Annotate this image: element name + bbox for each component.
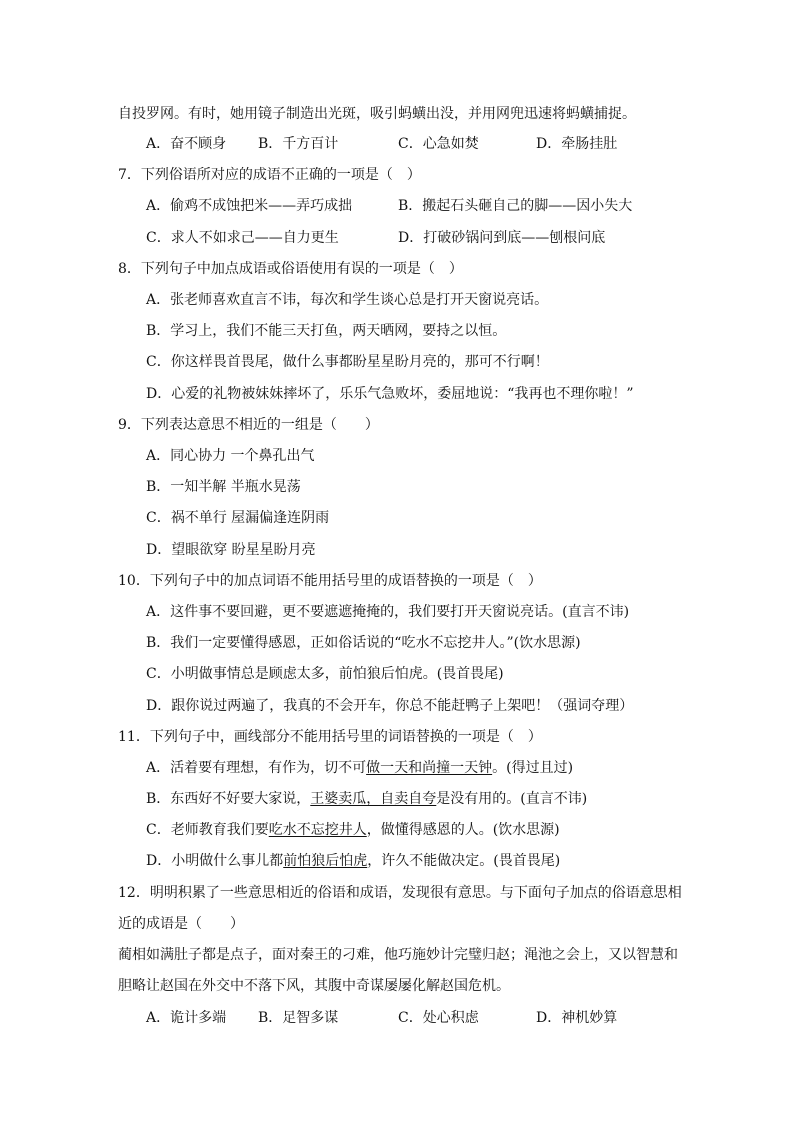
passage-tail: 自投罗网。有时，她用镜子制造出光斑，吸引蚂蟥出没，并用网兜迅速将蚂蟥捕捉。: [118, 106, 636, 122]
q10-option-c: C．小明做事情总是顾虑太多，前怕狼后怕虎。(畏首畏尾): [146, 666, 504, 682]
q10-option-d: D．跟你说过两遍了，我真的不会开车，你总不能赶鸭子上架吧！（强词夺理）: [146, 698, 634, 714]
q6-option-a: A．奋不顾身: [146, 136, 227, 152]
q11-option-a-underlined: 做一天和尚撞一天钟: [366, 760, 493, 776]
q12-option-a: A．诡计多端: [146, 1010, 227, 1026]
q9-stem: 9．下列表达意思不相近的一组是（ ）: [118, 417, 379, 433]
q8-option-a: A．张老师喜欢直言不讳，每次和学生谈心总是打开天窗说亮话。: [146, 292, 549, 308]
q12-passage-line2: 胆略让赵国在外交中不落下风，其腹中奇谋屡屡化解赵国危机。: [118, 978, 510, 994]
q11-option-d-post: ，许久不能做决定。(畏首畏尾): [367, 853, 561, 869]
q11-stem: 11．下列句子中，画线部分不能用括号里的词语替换的一项是（ ）: [118, 729, 542, 745]
q9-option-c: C．祸不单行 屋漏偏逢连阴雨: [146, 510, 330, 526]
q11-option-b: [146, 789, 587, 809]
q7-option-c: C．求人不如求己——自力更生: [146, 230, 339, 246]
q8-option-d: D．心爱的礼物被妹妹摔坏了，乐乐气急败坏，委屈地说：“我再也不理你啦！”: [146, 386, 634, 402]
q9-option-d: D．望眼欲穿 盼星星盼月亮: [146, 542, 316, 558]
q11-option-d: [146, 851, 560, 871]
q10-option-b: B．我们一定要懂得感恩，正如俗话说的“吃水不忘挖井人。”(饮水思源): [146, 635, 581, 651]
q12-passage-line1: 蔺相如满肚子都是点子，面对秦王的刁难，他巧施妙计完璧归赵；渑池之会上，又以智慧和: [118, 947, 678, 963]
q11-option-a: [146, 758, 573, 778]
q8-option-b: B．学习上，我们不能三天打鱼，两天晒网，要持之以恒。: [146, 323, 507, 339]
q6-option-d: D．牵肠挂肚: [536, 136, 618, 152]
q7-option-b: B．搬起石头砸自己的脚——因小失大: [398, 198, 633, 214]
q11-option-b-underlined: 王婆卖瓜，自卖自夸: [310, 791, 437, 807]
q9-option-a: A．同心协力 一个鼻孔出气: [146, 448, 315, 464]
q11-option-c: [146, 820, 560, 840]
q12-option-d: D．神机妙算: [536, 1010, 618, 1026]
q7-option-d: D．打破砂锅问到底——刨根问底: [398, 230, 606, 246]
q8-stem: 8．下列句子中加点成语或俗语使用有误的一项是（ ）: [118, 261, 463, 277]
q7-stem: 7．下列俗语所对应的成语不正确的一项是（ ）: [118, 167, 421, 183]
q11-option-c-pre: C．老师教育我们要: [146, 822, 269, 838]
q12-option-b: B．足智多谋: [258, 1010, 339, 1026]
q11-option-b-post: 是没有用的。(直言不讳): [436, 791, 588, 807]
q12-stem-line2: 近的成语是（ ）: [118, 916, 244, 932]
q9-option-b: B．一知半解 半瓶水晃荡: [146, 479, 301, 495]
q6-option-c: C．心急如焚: [398, 136, 479, 152]
q10-option-a: A．这件事不要回避，更不要遮遮掩掩的，我们要打开天窗说亮话。(直言不讳): [146, 604, 630, 620]
q11-option-d-pre: D．小明做什么事儿都: [146, 853, 284, 869]
q11-option-a-pre: A．活着要有理想，有作为，切不可: [146, 760, 367, 776]
q11-option-b-pre: B．东西好不好要大家说，: [146, 791, 311, 807]
q11-option-c-underlined: 吃水不忘挖井人: [268, 822, 367, 838]
q10-stem: 10．下列句子中的加点词语不能用括号里的成语替换的一项是（ ）: [118, 573, 542, 589]
q12-option-c: C．处心积虑: [398, 1010, 479, 1026]
q6-option-b: B．千方百计: [258, 136, 339, 152]
q11-option-d-underlined: 前怕狼后怕虎: [283, 853, 368, 869]
q11-option-c-post: ，做懂得感恩的人。(饮水思源): [366, 822, 560, 838]
q12-stem-line1: 12．明明积累了一些意思相近的俗语和成语，发现很有意思。与下面句子加点的俗语意思相: [118, 885, 682, 901]
q11-option-a-post: 。(得过且过): [492, 760, 574, 776]
q7-option-a: A．偷鸡不成蚀把米——弄巧成拙: [146, 198, 353, 214]
q8-option-c: C．你这样畏首畏尾，做什么事都盼星星盼月亮的，那可不行啊！: [146, 354, 549, 370]
